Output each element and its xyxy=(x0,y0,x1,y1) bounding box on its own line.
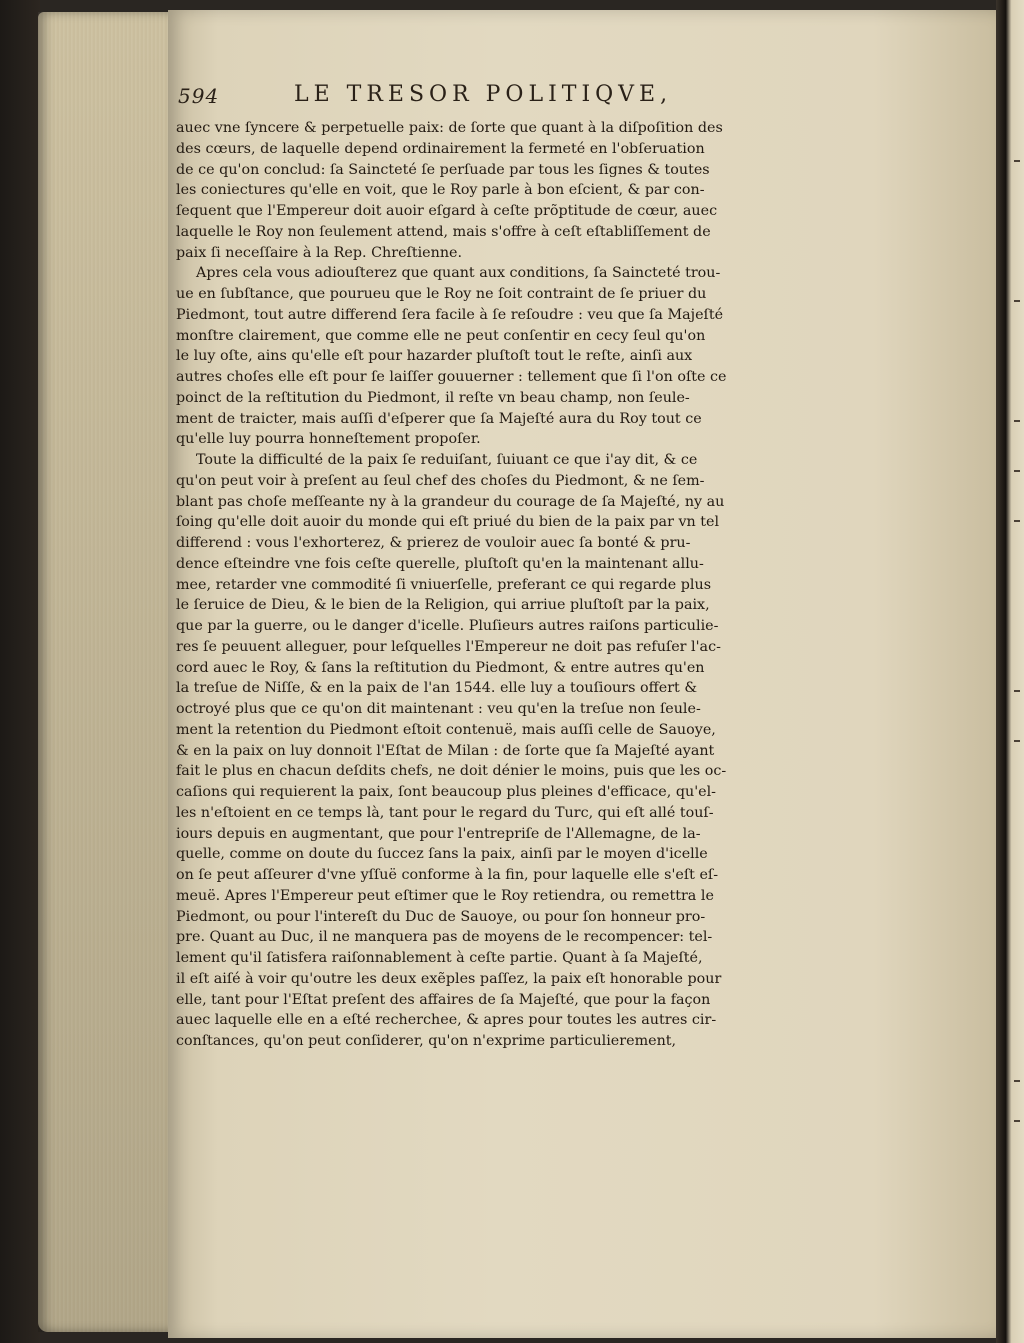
text-line: ment la retention du Piedmont eſtoit contenuë, mais auſſi celle de Sauoye, xyxy=(176,721,716,738)
text-line: les n'eſtoient en ce temps là, tant pour le regard du Turc, qui eſt allé touſ- xyxy=(176,804,714,821)
text-line: caſions qui requierent la paix, ſont beaucoup plus pleines d'efficace, qu'el- xyxy=(176,784,716,800)
page-header xyxy=(178,82,858,112)
text-line: qu'on peut voir à preſent au ſeul chef des choſes du Piedmont, & ne ſem- xyxy=(176,472,705,489)
body-text xyxy=(176,118,986,1052)
text-line: auec vne ſyncere & perpetuelle paix: de ſorte que quant à la diſpoſition des xyxy=(176,120,723,136)
text-line: meuë. Apres l'Empereur peut eſtimer que le Roy retiendra, ou remettra le xyxy=(176,887,714,904)
running-title: LE TRESOR POLITIQVE, xyxy=(294,82,673,107)
text-line: le ſeruice de Dieu, & le bien de la Religion, qui arriue pluſtoſt par la paix, xyxy=(176,597,710,614)
text-line: les coniectures qu'elle en voit, que le Roy parle à bon eſcient, & par con- xyxy=(176,182,705,199)
text-line: qu'elle luy pourra honneſtement propoſer. xyxy=(176,431,481,448)
page-number: 594 xyxy=(178,84,220,108)
text-line: Piedmont, ou pour l'intereſt du Duc de Sauoye, ou pour ſon honneur pro- xyxy=(176,908,706,925)
text-line: & en la paix on luy donnoit l'Eſtat de Milan : de ſorte que ſa Majeſté ayant xyxy=(176,742,715,759)
text-line: fait le plus en chacun deſdits chefs, ne doit dénier le moins, puis que les oc- xyxy=(176,763,727,780)
text-line: mee, retarder vne commodité ſi vniuerſelle, preferant ce qui regarde plus xyxy=(176,576,712,593)
text-line: laquelle le Roy non ſeulement attend, mais s'offre à ceſt eſtabliſſement de xyxy=(176,223,711,240)
page-edges xyxy=(38,12,170,1332)
text-line: Piedmont, tout autre differend ſera facile à ſe reſoudre : veu que ſa Majeſté xyxy=(176,306,724,323)
text-line: cord auec le Roy, & ſans la reſtitution du Piedmont, & entre autres qu'en xyxy=(176,659,705,676)
text-line: pre. Quant au Duc, il ne manquera pas de moyens de le recompencer: tel- xyxy=(176,929,713,946)
text-line: octroyé plus que ce qu'on dit maintenant : veu qu'en la treſue non ſeule- xyxy=(176,701,701,717)
text-line: quelle, comme on doute du ſuccez ſans la paix, ainſi par le moyen d'icelle xyxy=(176,846,708,863)
text-line: que par la guerre, ou le danger d'icelle. Pluſieurs autres raiſons particulie- xyxy=(176,618,719,634)
binding-shadow xyxy=(0,0,40,1343)
text-line: ſoing qu'elle doit auoir du monde qui eſt priué du bien de la paix par vn tel xyxy=(176,514,720,531)
text-line: blant pas choſe meſſeante ny à la grandeur du courage de ſa Majeſté, ny au xyxy=(176,493,725,510)
text-line: res ſe peuuent alleguer, pour leſquelles l'Empereur ne doit pas refuſer l'ac- xyxy=(176,638,721,655)
text-line: on ſe peut aſſeurer d'vne yſſuë conforme à la fin, pour laquelle elle s'eſt eſ- xyxy=(176,867,719,883)
text-line: ment de traicter, mais auſſi d'eſperer que ſa Majeſté aura du Roy tout ce xyxy=(176,410,702,427)
text-line: elle, tant pour l'Eſtat preſent des affaires de ſa Majeſté, que pour la façon xyxy=(176,991,711,1008)
text-line: des cœurs, de laquelle depend ordinairement la fermeté en l'obſeruation xyxy=(176,140,705,157)
text-line: poinct de la reſtitution du Piedmont, il reſte vn beau champ, non ſeule- xyxy=(176,389,690,406)
text-line: il eſt aiſé à voir qu'outre les deux exẽples paſſez, la paix eſt honorable pour xyxy=(176,970,722,987)
text-line: differend : vous l'exhorterez, & prierez de vouloir auec ſa bonté & pru- xyxy=(176,535,691,551)
text-line: Toute la difficulté de la paix ſe reduiſant, ſuiuant ce que i'ay dit, & ce xyxy=(196,452,698,468)
text-line: Apres cela vous adiouſterez que quant aux conditions, ſa Saincteté trou- xyxy=(196,265,721,282)
text-line: autres choſes elle eſt pour ſe laiſſer gouuerner : tellement que ſi l'on oſte ce xyxy=(176,369,727,385)
text-line: iours depuis en augmentant, que pour l'entrepriſe de l'Allemagne, de la- xyxy=(176,825,701,842)
text-line: conſtances, qu'on peut conſiderer, qu'on n'exprime particulierement, xyxy=(176,1033,677,1049)
text-line: de ce qu'on conclud: ſa Saincteté ſe perſuade par tous les ſignes & toutes xyxy=(176,161,710,178)
text-line: paix ſi neceſſaire à la Rep. Chreſtienne. xyxy=(176,244,463,261)
text-line: le luy oſte, ains qu'elle eſt pour hazarder pluſtoſt tout le reſte, ainſi aux xyxy=(176,348,693,365)
text-line: auec laquelle elle en a eſté recherchee, & apres pour toutes les autres cir- xyxy=(176,1012,717,1029)
text-line: dence eſteindre vne fois ceſte querelle, pluſtoſt qu'en la maintenant allu- xyxy=(176,555,704,572)
text-line: la treſue de Niſſe, & en la paix de l'an 1544. elle luy a touſiours offert & xyxy=(176,680,698,697)
text-line: ſequent que l'Empereur doit auoir eſgard à ceſte prõptitude de cœur, auec xyxy=(176,203,718,219)
facing-page-fragments xyxy=(1012,0,1024,1343)
text-line: lement qu'il ſatisfera raiſonnablement à ceſte partie. Quant à ſa Majeſté, xyxy=(176,950,703,966)
text-line: ue en ſubſtance, que pourueu que le Roy ne ſoit contraint de ſe priuer du xyxy=(176,286,707,302)
text-line: monſtre clairement, que comme elle ne peut conſentir en cecy ſeul qu'on xyxy=(176,327,706,344)
